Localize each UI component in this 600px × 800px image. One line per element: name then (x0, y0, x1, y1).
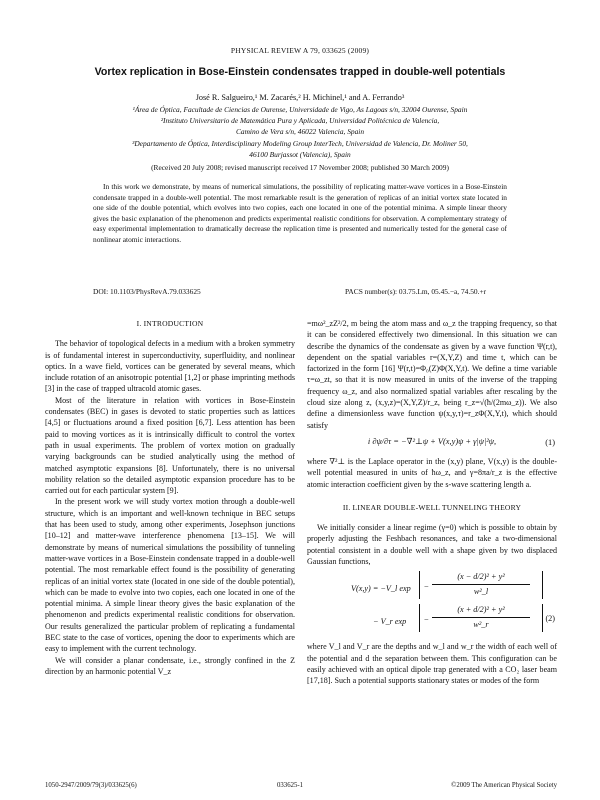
paragraph: We initially consider a linear regime (γ=0) which is possible to obtain by properly adjusting the Feshbach resonances, and take a two-dimensional potential consistent in a double well with a shape given by two displaced Gaussian functions, (307, 523, 557, 567)
running-head: PHYSICAL REVIEW A 79, 033625 (2009) (230, 46, 370, 55)
affiliation-line: ¹Área de Óptica, Facultade de Ciencias de Ourense, Universidade de Vigo, As Lagoas s/n, 32004 Ourense, Spain (132, 105, 468, 114)
section-heading-linear-theory: II. LINEAR DOUBLE-WELL TUNNELING THEORY (342, 502, 522, 512)
affiliation-line: Camino de Vera s/n, 46022 Valencia, Spain (235, 127, 365, 137)
equation-2-bracket: − $\frac{\text{(x − d/2)² + y²}}{\text{w²\_l}}$ (419, 571, 543, 599)
paragraph: The behavior of topological defects in a medium with a broken symmetry is of fundamental interest in superconductivity, superfluidity, and nonlinear optics. In a wave field, vortices can be generated by several means, which include rotation of an anisotropic potential [1,2] or phase imprinting methods [3] in the case of trapped ultracold atomic gases. (45, 339, 295, 394)
page-footer (45, 782, 557, 789)
denominator: w²_r (473, 619, 489, 629)
section-heading-introduction: I. INTRODUCTION (136, 319, 204, 328)
denominator: w²_l (473, 586, 489, 596)
paragraph: We will consider a planar condensate, i.e., strongly confined in the Z direction by an harmonic potential V_z (45, 655, 295, 676)
footer-issn: 1050-2947/2009/79(3)/033625(6) (45, 782, 137, 789)
paper-title: Vortex replication in Bose-Einstein condensates trapped in double-well potentials (94, 66, 506, 78)
affiliation-line: 46100 Burjassot (Valencia), Spain (249, 149, 351, 159)
footer-page-number: 033625-1 (277, 782, 304, 789)
fraction (432, 571, 530, 597)
author-list: José R. Salgueiro,¹ M. Zacarés,² H. Michinel,¹ and A. Ferrando³ (195, 93, 405, 102)
paragraph: where ∇²⊥ is the Laplace operator in the (x,y) plane, V(x,y) is the double-well potential measured in units of ħω_z, and γ=8πa/r_z is the effective atomic interaction coefficient given by the s-wave scattering length a. (307, 456, 557, 489)
paragraph: In the present work we will study vortex motion through a double-well structure, which is an important and well-known technique in BEC setups that has been used to study, among other experiments, Josephson junctions [10–12] and matter-wave interference phenomena [13–15]. We will demonstrate by means of numerical simulations the possibility of tunneling matter-wave vortices in a Bose-Einstein condensate trapped in a double-well potential. The most remarkable effect found is the possibility of generating replicas of an initial vortex state (located in one side of the double potential), which can be made to evolve into two copies, each one located in one of the potential minima. A simple linear theory gives the basic explanation of the phenomenon and predicts experimental realistic conditions for observation. Our results generalized the particular problem of replicating a fundamental BEC state to the case of vortices, opening the door to experiments which are easy to implement with the current technology. (45, 497, 295, 654)
paragraph: =mω²_zZ²/2, m being the atom mass and ω_z the trapping frequency, so that it can be considered effectively two dimensional. In this situation we can describe the dynamics of the condensate as given by a wave function Ψ(r,t), dependent on the spatial variables r=(X,Y,Z) and time t, which can be factorized in the form [16] Ψ(r,t)=Φ₀(Z)Φ(X,Y,t). We define a time variable τ=ω_zt, so that it is now measured in units of the inverse of the trapping frequency ω_z, and also normalized spatial variables after rescaling by the cloud size along z, (x,y,z)=(X,Y,Z)/r_z, being r_z=√(ħ/(2mω_z)). We also define a dimensionless wave function ψ(x,y,τ)=r_zΦ(X,Y,t), which should satisfy (307, 319, 557, 430)
left-column (45, 318, 295, 677)
doi-pacs-line (93, 287, 507, 296)
doi-link[interactable]: DOI: 10.1103/PhysRevA.79.033625 (93, 287, 201, 296)
right-column (307, 318, 557, 687)
pacs-numbers: PACS number(s): 03.75.Lm, 05.45.−a, 74.50.+r (345, 287, 487, 296)
numerator: (x − d/2)² + y² (432, 571, 530, 584)
paragraph: Most of the literature in relation with vortices in Bose-Einstein condensates (BEC) in gases is devoted to static properties such as lattices [4,5] or fluctuations around a fixed position [6,7]. Less attention has been paid to moving vortices as it is intrinsically difficult to control the vortex path in usual experiments. The problem of vortex motion on gradually varying backgrounds can be studied analytically using the method of matched asymptotic expansions [8]. Unfortunately, there is no universal mobility relation so the detailed asymptotic expansion procedure has to be carried out for each particular system [9]. (45, 395, 295, 496)
equation-number: (2) (545, 614, 555, 624)
paragraph: where V_l and V_r are the depths and w_l and w_r the width of each well of the potential and d the separation between them. This configuration can be easily achieved with an optical dipole trap generated with a CO₂ laser beam [17,18]. Such a potential supports stationary states or modes of the form (307, 642, 557, 686)
affiliations (60, 104, 540, 160)
numerator: (x + d/2)² + y² (432, 604, 530, 617)
equation-2-bracket: − $\frac{\text{(x + d/2)² + y²}}{\text{w²\_r}}$ (419, 604, 543, 632)
equation-number: (1) (545, 437, 555, 447)
affiliation-line: ³Departamento de Óptica, Interdisciplinary Modeling Group InterTech, Universidad de Valencia, Dr. Moliner 50, (132, 138, 468, 148)
equation-2-line-2: − V_r exp (373, 617, 407, 627)
equation-1 (307, 436, 557, 450)
affiliation-line: ²Instituto Universitario de Matemática Pura y Aplicada, Universidad Politécnica de Valencia, (160, 116, 440, 126)
abstract: In this work we demonstrate, by means of numerical simulations, the possibility of replicating matter-wave vortices in a Bose-Einstein condensate trapped in a double-well potential. The most remarkable result is the generation of replicas of an initial vortex state located in one side of the double potential, which evolves into two copies, each one located in one of the potential minima. A simple linear theory gives the basic explanation of the phenomenon and predicts experimental realistic conditions for observation. A complementary strategy of easy experimental implementation to dramatically decrease the replication time is presented and numerically tested for the general case of nonlinear atomic interactions. (93, 182, 507, 244)
equation-1-body: i ∂ψ/∂τ = −∇²⊥ψ + V(x,y)ψ + γ|ψ|²ψ, (367, 436, 497, 446)
fraction (432, 604, 530, 630)
footer-copyright: ©2009 The American Physical Society (451, 782, 557, 789)
equation-2 (307, 571, 557, 635)
equation-2-line-1: V(x,y) = −V_l exp (351, 584, 411, 594)
received-dates: (Received 20 July 2008; revised manuscript received 17 November 2008; published 30 March 2009) (151, 163, 449, 172)
